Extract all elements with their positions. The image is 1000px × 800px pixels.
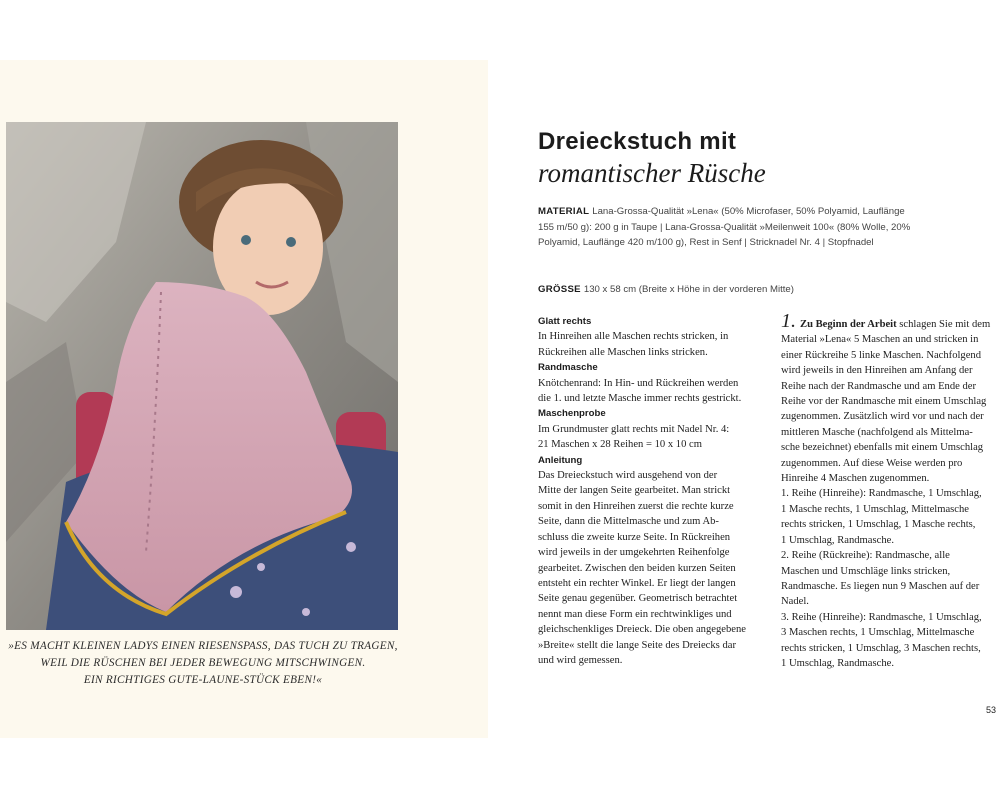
size-label: GRÖSSE — [538, 284, 581, 295]
text-line: Mitte der langen Seite gearbeitet. Man strickt — [538, 485, 731, 497]
page-title-italic: romantischer Rüsche — [538, 158, 766, 188]
quote-caption — [4, 638, 402, 689]
text-line: zugenommen. Auf diese Weise werden pro — [781, 457, 963, 469]
step-first-rest: schlagen Sie mit dem — [899, 319, 991, 330]
text-line: 2. Reihe (Rückreihe): Randmasche, alle — [781, 550, 950, 562]
material-text: Lana-Grossa-Qualität »Lena« (50% Microfaser, 50% Polyamid, Lauflänge 155 m/50 g): 200 g in Taupe | Lana-Grossa-Qualität »Meilenweit 100« (80% Wolle, 20% Polyamid, Lauflänge 420 m/100 g), Rest in Senf | Stricknadel Nr. 4 | Stopfnadel — [538, 206, 911, 249]
text-line: 1 Umschlag, Randmasche. — [781, 534, 894, 546]
text-line: Rückreihen alle Maschen links stricken. — [538, 346, 708, 358]
quote-line: EIN RICHTIGES GUTE-LAUNE-STÜCK EBEN!« — [83, 674, 323, 686]
text-line: somit in den Hinreihen zuerst die rechte kurze — [538, 500, 734, 512]
instructions-left-column — [538, 314, 758, 668]
size-text: 130 x 58 cm (Breite x Höhe in der vorderen Mitte) — [583, 284, 794, 295]
text-line: 21 Maschen x 28 Reihen = 10 x 10 cm — [538, 439, 702, 451]
text-line: Nadel. — [781, 596, 809, 608]
text-line: Material »Lena« 5 Maschen an und stricken in — [781, 334, 979, 346]
section-heading-randmasche: Randmasche — [538, 362, 598, 374]
page-title-bold: Dreieckstuch mit — [538, 128, 737, 155]
section-heading-glatt-rechts: Glatt rechts — [538, 316, 592, 327]
text-line: rechts stricken, 1 Umschlag, 3 Maschen rechts, — [781, 642, 981, 654]
step-number: 1. — [781, 310, 796, 332]
text-line: »Breite« stellt die lange Seite des Dreiecks dar — [538, 639, 736, 651]
text-line: 3. Reihe (Hinreihe): Randmasche, 1 Umschlag, — [781, 611, 982, 623]
text-line: Knötchenrand: In Hin- und Rückreihen werden — [538, 377, 739, 389]
text-line: zugenommen. Zusätzlich wird vor und nach der — [781, 411, 984, 423]
quote-line: »ES MACHT KLEINEN LADYS EINEN RIESENSPASS, DAS TUCH ZU TRAGEN, — [8, 640, 398, 652]
step-lead: Zu Beginn der Arbeit — [800, 319, 897, 330]
text-line: 1 Masche rechts, 1 Umschlag, Mittelmasche — [781, 503, 969, 515]
step-first-line — [781, 310, 1000, 332]
girl-shawl-photo — [6, 122, 398, 630]
text-line: gearbeitet. Zwischen den beiden kurzen Seiten — [538, 562, 736, 574]
text-line: Im Grundmuster glatt rechts mit Nadel Nr. 4: — [538, 423, 730, 435]
size-section — [538, 282, 918, 298]
text-line: die 1. und letzte Masche immer rechts gestrickt. — [538, 393, 742, 405]
text-line: 1 Umschlag, Randmasche. — [781, 657, 894, 669]
text-line: wird jeweils in der umgekehrten Reihenfolge — [538, 547, 730, 559]
text-line: Seite, dann die Mittelmasche und zum Ab- — [538, 516, 719, 528]
text-line: In Hinreihen alle Maschen rechts stricken, in — [538, 331, 729, 343]
text-line: schluss die zweite kurze Seite. In Rückreihen — [538, 531, 731, 543]
instructions-right-column — [781, 310, 1000, 671]
text-line: sche bezeichnet) ebenfalls mit einem Umschlag — [781, 442, 984, 454]
text-line: nennt man diese Form ein rechtwinkliges und — [538, 608, 732, 620]
material-label: MATERIAL — [538, 206, 590, 217]
text-line: Das Dreieckstuch wird ausgehend von der — [538, 470, 718, 482]
text-line: Seite genau gegenüber. Geometrisch betrachtet — [538, 593, 738, 605]
text-line: Maschen und Umschläge links stricken, — [781, 565, 951, 577]
left-page-background — [0, 60, 488, 738]
text-line: Randmasche. Es liegen nun 9 Maschen auf der — [781, 580, 980, 592]
text-line: gleichschenkliges Dreieck. Die oben angegebene — [538, 624, 746, 636]
section-heading-maschenprobe: Maschenprobe — [538, 408, 606, 420]
section-heading-anleitung: Anleitung — [538, 454, 583, 466]
quote-line: WEIL DIE RÜSCHEN BEI JEDER BEWEGUNG MITSCHWINGEN. — [40, 657, 366, 669]
text-line: Reihe nach der Randmasche und am Ende der — [781, 380, 977, 392]
text-line: und wird gemessen. — [538, 654, 623, 666]
text-line: wird jeweils in den Hinreihen am Anfang der — [781, 365, 973, 377]
text-line: 3 Maschen rechts, 1 Umschlag, Mittelmasche — [781, 627, 975, 639]
text-line: entsteht ein rechter Winkel. Er liegt der langen — [538, 577, 736, 589]
text-line: Reihe vor der Randmasche mit einem Umschlag — [781, 396, 987, 408]
material-section — [538, 204, 918, 251]
text-line: einer Rückreihe 5 linke Maschen. Nachfolgend — [781, 349, 982, 361]
text-line: mittleren Masche (nachfolgend als Mittelma- — [781, 426, 973, 438]
text-line: Hinreihe 4 Maschen zugenommen. — [781, 473, 930, 485]
text-line: 1. Reihe (Hinreihe): Randmasche, 1 Umschlag, — [781, 488, 982, 500]
page-number: 53 — [986, 705, 997, 715]
text-line: rechts stricken, 1 Umschlag, 1 Masche rechts, — [781, 519, 976, 531]
